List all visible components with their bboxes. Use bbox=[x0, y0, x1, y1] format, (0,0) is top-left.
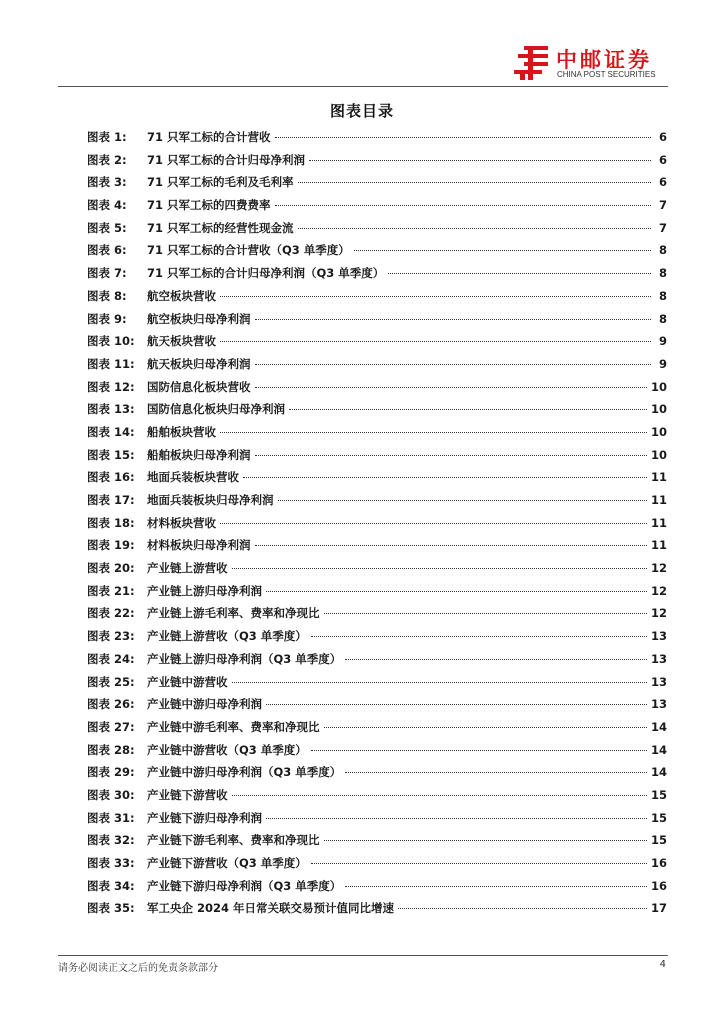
toc-entry[interactable] bbox=[87, 897, 667, 920]
toc-entry-leader bbox=[278, 488, 647, 501]
toc-entry-label: 图表 25: bbox=[87, 674, 135, 689]
toc-entry-page: 8 bbox=[658, 288, 667, 303]
toc-entry[interactable] bbox=[87, 126, 667, 149]
toc-entry-leader bbox=[298, 216, 651, 229]
toc-entry-page: 16 bbox=[650, 878, 667, 893]
toc-entry-text: 产业链中游毛利率、费率和净现比 bbox=[147, 719, 320, 734]
toc-entry-page: 11 bbox=[650, 538, 667, 553]
toc-entry[interactable] bbox=[87, 693, 667, 716]
toc-entry-label: 图表 23: bbox=[87, 629, 135, 644]
toc-entry-leader bbox=[232, 670, 647, 683]
toc-entry-leader bbox=[345, 874, 647, 887]
toc-entry-text: 产业链上游归母净利润 bbox=[147, 583, 262, 598]
toc-entry-label: 图表 13: bbox=[87, 402, 135, 417]
toc-entry[interactable] bbox=[87, 761, 667, 784]
toc-entry[interactable] bbox=[87, 398, 667, 421]
toc-entry-leader bbox=[255, 533, 647, 546]
toc-entry-label: 图表 7: bbox=[87, 266, 127, 281]
toc-entry-text: 产业链下游归母净利润（Q3 单季度） bbox=[147, 878, 342, 893]
toc-entry-label: 图表 20: bbox=[87, 561, 135, 576]
brand-name-en: CHINA POST SECURITIES bbox=[557, 70, 656, 79]
toc-entry[interactable] bbox=[87, 852, 667, 875]
toc-entry[interactable] bbox=[87, 308, 667, 331]
toc-entry-page: 13 bbox=[650, 674, 667, 689]
toc-entry-page: 15 bbox=[650, 810, 667, 825]
toc-entry-leader bbox=[232, 556, 647, 569]
toc-entry-page: 14 bbox=[650, 742, 667, 757]
toc-entry-leader bbox=[266, 579, 647, 592]
toc-entry-leader bbox=[275, 193, 651, 206]
toc-entry-page: 10 bbox=[650, 402, 667, 417]
toc-entry-page: 7 bbox=[658, 220, 667, 235]
toc-entry-text: 产业链下游营收 bbox=[147, 787, 228, 802]
toc-entry-page: 14 bbox=[650, 719, 667, 734]
toc-entry-text: 产业链中游归母净利润（Q3 单季度） bbox=[147, 765, 342, 780]
china-post-logo-icon bbox=[514, 44, 550, 82]
toc-entry-leader bbox=[255, 375, 647, 388]
toc-entry-leader bbox=[266, 692, 647, 705]
toc-entry[interactable] bbox=[87, 149, 667, 172]
toc-entry[interactable] bbox=[87, 489, 667, 512]
toc-entry[interactable] bbox=[87, 557, 667, 580]
toc-entry-leader bbox=[324, 601, 647, 614]
toc-entry-leader bbox=[398, 896, 647, 909]
toc-entry-page: 17 bbox=[650, 901, 667, 916]
toc-entry-page: 9 bbox=[658, 356, 667, 371]
toc-entry-text: 产业链上游营收（Q3 单季度） bbox=[147, 629, 307, 644]
toc-entry[interactable] bbox=[87, 239, 667, 262]
toc-entry-label: 图表 4: bbox=[87, 198, 127, 213]
toc-entry-label: 图表 8: bbox=[87, 288, 127, 303]
toc-entry-text: 71 只军工标的经营性现金流 bbox=[147, 220, 294, 235]
toc-entry-leader bbox=[345, 760, 647, 773]
toc-entry-text: 航空板块归母净利润 bbox=[147, 311, 251, 326]
toc-entry-page: 16 bbox=[650, 856, 667, 870]
toc-entry-page: 6 bbox=[658, 130, 667, 144]
toc-entry-text: 71 只军工标的毛利及毛利率 bbox=[147, 175, 294, 190]
toc-entry[interactable] bbox=[87, 376, 667, 399]
header-divider bbox=[58, 86, 668, 87]
toc-entry[interactable] bbox=[87, 466, 667, 489]
toc-entry-leader bbox=[232, 783, 647, 796]
toc-entry-text: 产业链上游毛利率、费率和净现比 bbox=[147, 606, 320, 621]
toc-entry-leader bbox=[255, 443, 647, 456]
toc-entry-text: 航天板块营收 bbox=[147, 334, 216, 349]
toc-entry-text: 71 只军工标的合计营收 bbox=[147, 130, 271, 144]
toc-entry-page: 8 bbox=[658, 243, 667, 258]
toc-entry-leader bbox=[220, 284, 651, 297]
toc-entry-leader bbox=[311, 624, 647, 637]
toc-entry-page: 13 bbox=[650, 629, 667, 644]
toc-entry-page: 15 bbox=[650, 787, 667, 802]
toc-entry-page: 11 bbox=[650, 515, 667, 530]
toc-entry-page: 10 bbox=[650, 447, 667, 462]
toc-entry-text: 船舶板块归母净利润 bbox=[147, 447, 251, 462]
brand-name-cn: 中邮证券 bbox=[556, 48, 652, 72]
toc-entry-text: 产业链中游营收（Q3 单季度） bbox=[147, 742, 307, 757]
toc-entry-label: 图表 3: bbox=[87, 175, 127, 190]
toc-entry[interactable] bbox=[87, 353, 667, 376]
toc-entry-text: 材料板块营收 bbox=[147, 515, 216, 530]
toc-entry-label: 图表 19: bbox=[87, 538, 135, 553]
toc-entry[interactable] bbox=[87, 217, 667, 240]
toc-entry-text: 材料板块归母净利润 bbox=[147, 538, 251, 553]
toc-entry-page: 11 bbox=[650, 470, 667, 485]
toc-entry-page: 13 bbox=[650, 651, 667, 666]
toc-entry-label: 图表 34: bbox=[87, 878, 135, 893]
toc-entry-text: 国防信息化板块归母净利润 bbox=[147, 402, 285, 417]
toc-entry[interactable] bbox=[87, 739, 667, 762]
toc-entry-page: 8 bbox=[658, 266, 667, 281]
toc-entry-page: 12 bbox=[650, 606, 667, 621]
toc-entry[interactable] bbox=[87, 330, 667, 353]
toc-entry-leader bbox=[255, 307, 652, 320]
toc-entry-text: 产业链中游归母净利润 bbox=[147, 697, 262, 712]
toc-entry-label: 图表 2: bbox=[87, 152, 127, 167]
toc-entry-leader bbox=[324, 715, 647, 728]
toc-entry-page: 11 bbox=[650, 493, 667, 507]
toc-entry-label: 图表 24: bbox=[87, 651, 135, 666]
footer-disclaimer: 请务必阅读正文之后的免责条款部分 bbox=[58, 963, 218, 974]
toc-entry[interactable] bbox=[87, 716, 667, 739]
footer-page-number: 4 bbox=[659, 959, 666, 970]
toc-entry-label: 图表 26: bbox=[87, 697, 135, 712]
toc-entry-label: 图表 6: bbox=[87, 243, 127, 258]
toc-entry-text: 产业链下游归母净利润 bbox=[147, 810, 262, 825]
toc-entry-label: 图表 32: bbox=[87, 833, 135, 848]
footer-divider bbox=[58, 955, 668, 956]
toc-entry[interactable] bbox=[87, 625, 667, 648]
toc-entry[interactable] bbox=[87, 534, 667, 557]
toc-entry-page: 6 bbox=[658, 175, 667, 190]
toc-entry-text: 71 只军工标的四费费率 bbox=[147, 198, 271, 213]
toc-entry-label: 图表 16: bbox=[87, 470, 135, 485]
toc-entry-text: 产业链下游毛利率、费率和净现比 bbox=[147, 833, 320, 848]
toc-entry-page: 7 bbox=[658, 198, 667, 213]
toc-entry[interactable] bbox=[87, 512, 667, 535]
toc-entry-text: 航天板块归母净利润 bbox=[147, 356, 251, 371]
toc-entry-label: 图表 21: bbox=[87, 583, 135, 598]
toc-entry-label: 图表 5: bbox=[87, 220, 127, 235]
toc-entry-page: 13 bbox=[650, 697, 667, 712]
toc-entry-leader bbox=[354, 238, 651, 251]
toc-entry[interactable] bbox=[87, 285, 667, 308]
toc-entry-leader bbox=[275, 125, 651, 138]
toc-entry-label: 图表 28: bbox=[87, 742, 135, 757]
toc-entry[interactable] bbox=[87, 444, 667, 467]
toc-entry-text: 71 只军工标的合计营收（Q3 单季度） bbox=[147, 243, 350, 258]
toc-entry-label: 图表 22: bbox=[87, 606, 135, 621]
toc-entry-leader bbox=[220, 420, 647, 433]
toc-entry-leader bbox=[345, 647, 647, 660]
toc-entry[interactable] bbox=[87, 648, 667, 671]
toc-entry-page: 10 bbox=[650, 424, 667, 439]
toc-entry-text: 船舶板块营收 bbox=[147, 424, 216, 439]
toc-entry-label: 图表 30: bbox=[87, 787, 135, 802]
toc-entry[interactable] bbox=[87, 671, 667, 694]
toc-entry-page: 12 bbox=[650, 583, 667, 598]
brand-logo bbox=[514, 44, 669, 82]
toc-entry-text: 产业链下游营收（Q3 单季度） bbox=[147, 856, 307, 870]
toc-entry[interactable] bbox=[87, 784, 667, 807]
toc-entry-label: 图表 31: bbox=[87, 810, 135, 825]
toc-entry-text: 航空板块营收 bbox=[147, 288, 216, 303]
toc-entry-text: 71 只军工标的合计归母净利润（Q3 单季度） bbox=[147, 266, 385, 281]
toc-entry-text: 国防信息化板块营收 bbox=[147, 379, 251, 394]
toc-entry-label: 图表 18: bbox=[87, 515, 135, 530]
toc-entry-text: 产业链上游营收 bbox=[147, 561, 228, 576]
toc-entry-leader bbox=[243, 465, 647, 478]
toc-entry-label: 图表 11: bbox=[87, 356, 135, 371]
toc-entry-page: 8 bbox=[658, 311, 667, 326]
toc-entry-label: 图表 35: bbox=[87, 901, 135, 916]
toc-entry[interactable] bbox=[87, 421, 667, 444]
toc-entry[interactable] bbox=[87, 829, 667, 852]
toc-entry-label: 图表 27: bbox=[87, 719, 135, 734]
toc-entry[interactable] bbox=[87, 262, 667, 285]
toc-entry-label: 图表 10: bbox=[87, 334, 135, 349]
toc-entry[interactable] bbox=[87, 194, 667, 217]
toc-entry-leader bbox=[309, 148, 651, 161]
toc-entry-text: 产业链中游营收 bbox=[147, 674, 228, 689]
toc-entry-leader bbox=[289, 397, 647, 410]
toc-entry-label: 图表 17: bbox=[87, 493, 135, 507]
toc-entry[interactable] bbox=[87, 875, 667, 898]
toc-entry-leader bbox=[311, 851, 647, 864]
toc-entry-page: 6 bbox=[658, 152, 667, 167]
toc-entry-text: 产业链上游归母净利润（Q3 单季度） bbox=[147, 651, 342, 666]
toc-entry-page: 14 bbox=[650, 765, 667, 780]
toc-entry-leader bbox=[324, 828, 647, 841]
toc-entry[interactable] bbox=[87, 171, 667, 194]
toc-entry-page: 12 bbox=[650, 561, 667, 576]
toc-entry-label: 图表 1: bbox=[87, 130, 127, 144]
toc-title: 图表目录 bbox=[329, 102, 394, 120]
toc-entry-text: 地面兵装板块归母净利润 bbox=[147, 493, 274, 507]
toc-entry-leader bbox=[388, 261, 651, 274]
toc-entry[interactable] bbox=[87, 580, 667, 603]
toc-list bbox=[87, 126, 667, 920]
toc-entry-label: 图表 12: bbox=[87, 379, 135, 394]
toc-entry-leader bbox=[220, 329, 651, 342]
toc-entry-label: 图表 9: bbox=[87, 311, 127, 326]
toc-entry-label: 图表 15: bbox=[87, 447, 135, 462]
toc-entry-leader bbox=[255, 352, 652, 365]
toc-entry-label: 图表 33: bbox=[87, 856, 135, 870]
toc-entry-label: 图表 14: bbox=[87, 424, 135, 439]
toc-entry-label: 图表 29: bbox=[87, 765, 135, 780]
toc-entry[interactable] bbox=[87, 807, 667, 830]
toc-entry-text: 地面兵装板块营收 bbox=[147, 470, 239, 485]
toc-entry-leader bbox=[266, 806, 647, 819]
toc-entry-text: 军工央企 2024 年日常关联交易预计值同比增速 bbox=[147, 901, 395, 916]
toc-entry-page: 15 bbox=[650, 833, 667, 848]
toc-entry-leader bbox=[220, 511, 647, 524]
toc-entry-page: 10 bbox=[650, 379, 667, 394]
toc-entry-leader bbox=[298, 170, 651, 183]
toc-entry-page: 9 bbox=[658, 334, 667, 349]
toc-entry[interactable] bbox=[87, 602, 667, 625]
toc-entry-text: 71 只军工标的合计归母净利润 bbox=[147, 152, 306, 167]
toc-entry-leader bbox=[311, 738, 647, 751]
